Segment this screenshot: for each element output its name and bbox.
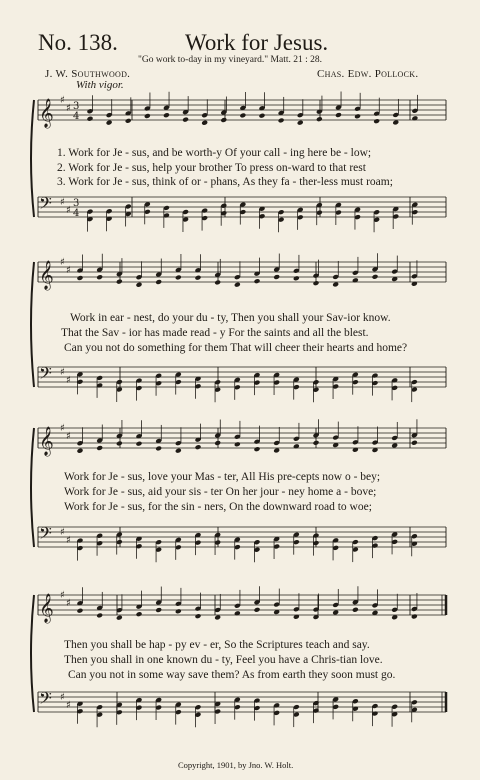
note-head xyxy=(96,445,103,451)
sharp-icon: ♯ xyxy=(66,598,71,609)
note-head xyxy=(411,115,418,121)
note-head xyxy=(313,440,320,446)
note-head xyxy=(259,113,266,119)
lyric-line: Can you not in some way save them? As from earth they soon must go. xyxy=(68,669,396,681)
note-head xyxy=(214,279,221,285)
note-head xyxy=(195,275,202,281)
copyright-notice: Copyright, 1901, by Jno. W. Holt. xyxy=(178,760,294,770)
note-head xyxy=(116,615,123,621)
treble-clef-icon: 𝄞 xyxy=(39,98,54,127)
tempo-marking: With vigor. xyxy=(76,79,124,91)
sharp-icon: ♯ xyxy=(66,535,71,546)
bass-clef-icon: 𝄢 xyxy=(39,363,52,387)
treble-clef-icon: 𝄞 xyxy=(39,426,54,455)
sharp-icon: ♯ xyxy=(60,197,65,208)
sharp-icon: ♯ xyxy=(60,527,65,538)
note-head xyxy=(411,614,418,620)
note-head xyxy=(163,112,170,118)
bass-clef-icon: 𝄢 xyxy=(39,523,52,547)
note-head xyxy=(372,274,379,280)
sharp-icon: ♯ xyxy=(66,103,71,114)
hymn-title: Work for Jesus. xyxy=(185,30,329,55)
note-head xyxy=(144,113,151,119)
note-head xyxy=(234,282,241,288)
note-head xyxy=(175,448,182,454)
sharp-icon: ♯ xyxy=(66,375,71,386)
note-head xyxy=(182,117,189,123)
note-head xyxy=(313,280,320,286)
note-head xyxy=(297,120,304,126)
note-head xyxy=(352,277,359,283)
system-brace xyxy=(31,595,34,712)
lyric-line: Then you shall in one known du - ty, Feel you have a Chris-tian love. xyxy=(64,654,383,666)
time-signature-denominator: 4 xyxy=(73,111,80,122)
note-head xyxy=(195,613,202,619)
note-head xyxy=(332,610,339,616)
note-head xyxy=(116,440,123,446)
sharp-icon: ♯ xyxy=(60,257,65,268)
lyric-line: That the Sav - ior has made read - y For the saints and all the blest. xyxy=(61,327,369,339)
note-head xyxy=(155,445,162,451)
note-head xyxy=(155,607,162,613)
note-head xyxy=(335,112,342,118)
bass-clef-icon: 𝄢 xyxy=(39,688,52,712)
note-head xyxy=(392,119,399,125)
note-head xyxy=(332,281,339,287)
note-head xyxy=(278,117,285,123)
time-signature-numerator: 3 xyxy=(73,198,80,209)
sharp-icon: ♯ xyxy=(66,700,71,711)
treble-clef-icon: 𝄞 xyxy=(39,593,54,622)
note-head xyxy=(352,607,359,613)
note-head xyxy=(316,116,323,122)
sharp-icon: ♯ xyxy=(60,590,65,601)
lyric-line: Work for Je - sus, aid your sis - ter On her jour - ney home a - bove; xyxy=(64,486,377,498)
lyric-line: Work in ear - nest, do your du - ty, Then you shall your Sav-ior know. xyxy=(70,312,391,324)
lyric-line: 3. Work for Je - sus, think of or - phans, As they fa - ther-less must roam; xyxy=(57,176,393,188)
lyric-line: Work for Je - sus, for the sin - ners, On the downward road to woe; xyxy=(64,501,372,513)
note-head xyxy=(254,446,261,452)
note-head xyxy=(234,441,241,447)
note-head xyxy=(214,615,221,621)
note-head xyxy=(96,274,103,280)
note-head xyxy=(77,608,84,614)
system-brace xyxy=(31,100,34,217)
note-head xyxy=(254,607,261,613)
note-head xyxy=(214,440,221,446)
scripture-epigraph: "Go work to-day in my vineyard." Matt. 21 : 28. xyxy=(138,55,323,65)
lyric-line: Then you shall be hap - py ev - er, So the Scriptures teach and say. xyxy=(64,639,370,651)
note-head xyxy=(239,112,246,118)
note-head xyxy=(136,611,143,617)
sharp-icon: ♯ xyxy=(60,423,65,434)
time-signature-denominator: 4 xyxy=(73,208,80,219)
note-head xyxy=(87,116,94,122)
note-head xyxy=(96,612,103,618)
system-brace xyxy=(31,428,34,547)
sharp-icon: ♯ xyxy=(66,205,71,216)
hymn-number: No. 138. xyxy=(38,30,118,55)
lyric-line: Can you not do something for them That will cheer their hearts and home? xyxy=(64,342,408,354)
note-head xyxy=(201,120,208,126)
note-head xyxy=(136,282,143,288)
lyric-line: 2. Work for Je - sus, help your brother To press on-ward to that rest xyxy=(57,162,366,174)
note-head xyxy=(175,274,182,280)
note-head xyxy=(136,441,143,447)
note-head xyxy=(77,275,84,281)
note-head xyxy=(411,440,418,446)
note-head xyxy=(373,118,380,124)
note-head xyxy=(254,278,261,284)
time-signature-numerator: 3 xyxy=(73,101,80,112)
note-head xyxy=(195,444,202,450)
note-head xyxy=(125,118,132,124)
composer-credit: J. W. Southwood. xyxy=(45,68,131,80)
system-brace xyxy=(31,262,34,387)
bass-clef-icon: 𝄢 xyxy=(39,193,52,217)
note-head xyxy=(234,610,241,616)
note-head xyxy=(273,447,280,453)
note-head xyxy=(354,113,361,119)
note-head xyxy=(293,443,300,449)
arranger-credit: Chas. Edw. Pollock. xyxy=(317,68,419,80)
lyric-line: Work for Je - sus, love your Mas - ter, All His pre-cepts now o - bey; xyxy=(64,471,381,483)
sharp-icon: ♯ xyxy=(60,95,65,106)
sharp-icon: ♯ xyxy=(60,367,65,378)
note-head xyxy=(77,448,84,454)
treble-clef-icon: 𝄞 xyxy=(39,260,54,289)
note-head xyxy=(116,279,123,285)
sharp-icon: ♯ xyxy=(66,265,71,276)
note-head xyxy=(273,274,280,280)
note-head xyxy=(175,608,182,614)
sharp-icon: ♯ xyxy=(60,692,65,703)
note-head xyxy=(293,275,300,281)
sharp-icon: ♯ xyxy=(66,431,71,442)
lyric-line: 1. Work for Je - sus, and be worth-y Of your call - ing here be - low; xyxy=(57,147,372,159)
note-head xyxy=(106,120,113,126)
note-head xyxy=(155,279,162,285)
note-head xyxy=(391,443,398,449)
note-head xyxy=(220,117,227,123)
